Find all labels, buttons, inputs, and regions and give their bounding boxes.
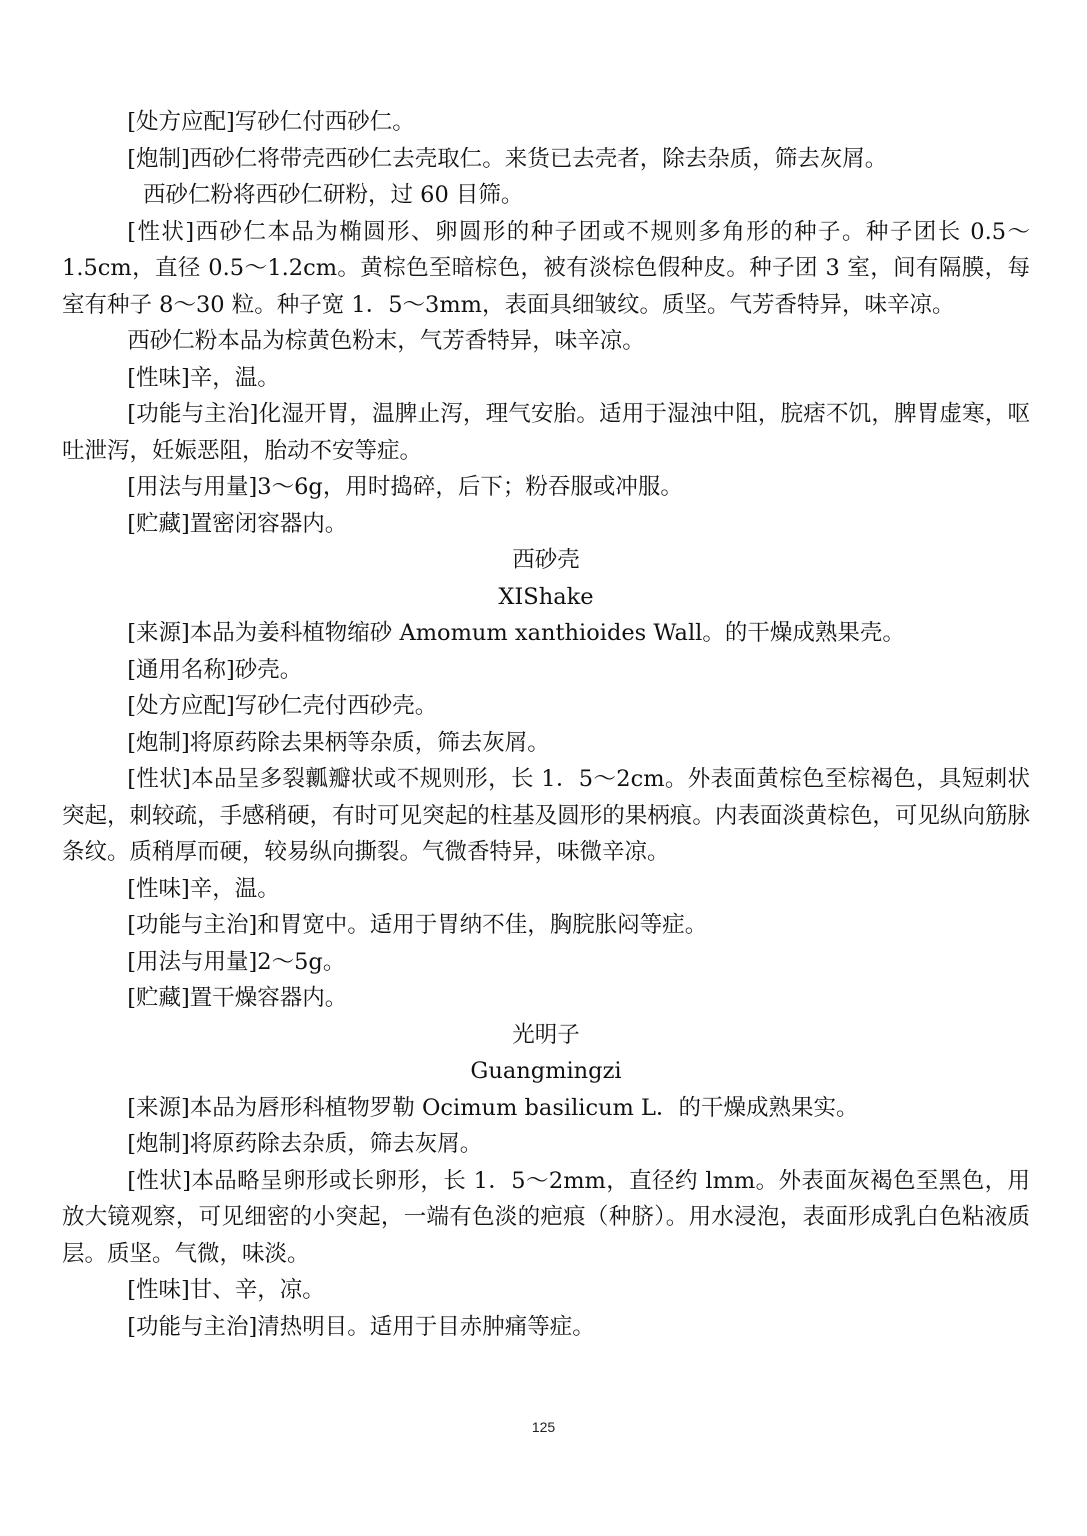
- section-guangmingzi: [62, 1017, 1030, 1346]
- entry-pinyin: Guangmingzi: [470, 1058, 622, 1084]
- paragraph: [性状]本品呈多裂瓤瓣状或不规则形，长 1．5～2cm。外表面黄棕色至棕褐色，具短刺状突起，刺较疏，手感稍硬，有时可见突起的柱基及圆形的果柄痕。内表面淡黄棕色，可见纵向筋脉条纹。质稍厚而硬，较易纵向撕裂。气微香特异，味微辛凉。: [62, 766, 1030, 865]
- paragraph: [用法与用量]3～6g，用时捣碎，后下；粉吞服或冲服。: [127, 474, 683, 500]
- paragraph: [处方应配]写砂仁壳付西砂壳。: [127, 693, 438, 719]
- entry-title: 光明子: [512, 1021, 580, 1048]
- section-xishake: [62, 542, 1030, 1017]
- paragraph: [功能与主治]清热明目。适用于目赤肿痛等症。: [127, 1313, 595, 1340]
- paragraph: [性味]甘、辛，凉。: [127, 1277, 325, 1303]
- paragraph: [性味]辛，温。: [127, 364, 280, 391]
- paragraph: [来源]本品为唇形科植物罗勒 Ocimum basilicum L．的干燥成熟果实。: [127, 1094, 859, 1121]
- paragraph: [炮制]将原药除去果柄等杂质，筛去灰屑。: [127, 729, 550, 756]
- paragraph: [性状]本品略呈卵形或长卵形，长 1．5～2mm，直径约 lmm。外表面灰褐色至黑色，用放大镜观察，可见细密的小突起，一端有色淡的疤痕（种脐）。用水浸泡，表面形成乳白色粘液质层。质坚。气微，味淡。: [62, 1167, 1030, 1267]
- paragraph: [性状]西砂仁本品为椭圆形、卵圆形的种子团或不规则多角形的种子。种子团长 0.5～1.5cm，直径 0.5～1.2cm。黄棕色至暗棕色，被有淡棕色假种皮。种子团 3 室，间有隔膜，每室有种子 8～30 粒。种子宽 1．5～3mm，表面具细皱纹。质坚。气芳香特异，味辛凉。: [62, 218, 1030, 318]
- paragraph: [炮制]西砂仁将带壳西砂仁去壳取仁。来货已去壳者，除去杂质，筛去灰屑。: [127, 145, 888, 172]
- section-xishaken: [62, 104, 1030, 542]
- paragraph: [用法与用量]2～5g。: [127, 948, 346, 975]
- paragraph: [贮藏]置密闭容器内。: [127, 510, 348, 537]
- document-body: [62, 104, 1030, 1345]
- entry-pinyin: XIShake: [498, 583, 594, 610]
- paragraph: [通用名称]砂壳。: [127, 656, 303, 683]
- paragraph: [功能与主治]和胃宽中。适用于胃纳不佳，胸脘胀闷等症。: [127, 912, 708, 938]
- paragraph: [贮藏]置干燥容器内。: [127, 985, 348, 1011]
- paragraph: [功能与主治]化湿开胃，温脾止泻，理气安胎。适用于湿浊中阻，脘痞不饥，脾胃虚寒，呕吐泄泻，妊娠恶阻，胎动不安等症。: [62, 401, 1030, 464]
- paragraph: [处方应配]写砂仁付西砂仁。: [127, 109, 415, 135]
- paragraph: [炮制]将原药除去杂质，筛去灰屑。: [127, 1131, 483, 1157]
- paragraph: [来源]本品为姜科植物缩砂 Amomum xanthioides Wall。的干燥成熟果壳。: [127, 620, 905, 646]
- page-number: 125: [531, 1419, 556, 1435]
- entry-title: 西砂壳: [512, 547, 580, 573]
- paragraph: 西砂仁粉本品为棕黄色粉末，气芳香特异，味辛凉。: [127, 328, 645, 354]
- paragraph: [性味]辛，温。: [127, 875, 280, 902]
- paragraph: 西砂仁粉将西砂仁研粉，过 60 目筛。: [143, 182, 524, 208]
